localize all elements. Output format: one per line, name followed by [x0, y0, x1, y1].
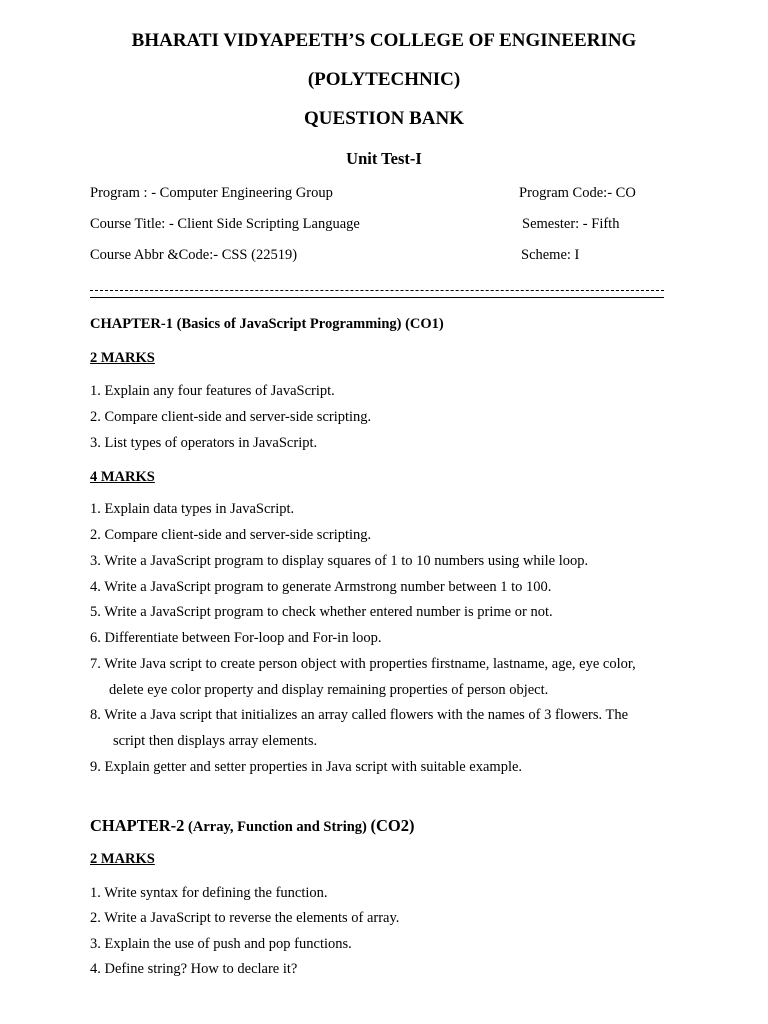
question-item-continuation: script then displays array elements.: [113, 733, 318, 749]
course-title-label: Course Title: - Client Side Scripting Language: [90, 216, 360, 232]
question-item: 6. Differentiate between For-loop and For-in loop.: [90, 630, 382, 646]
program-code-label: Program Code:- CO: [519, 185, 636, 201]
question-item: 4. Write a JavaScript program to generate Armstrong number between 1 to 100.: [90, 579, 552, 595]
question-item: 4. Define string? How to declare it?: [90, 961, 298, 977]
question-item: 3. Explain the use of push and pop functions.: [90, 936, 352, 952]
dashed-divider: [90, 290, 664, 291]
semester-label: Semester: - Fifth: [522, 216, 620, 232]
chapter-2-heading: [90, 816, 415, 836]
question-item: 1. Explain data types in JavaScript.: [90, 501, 295, 517]
chapter-1-four-marks-heading: 4 MARKS: [90, 469, 155, 485]
question-item-continuation: delete eye color property and display remaining properties of person object.: [109, 682, 549, 698]
question-item: 2. Write a JavaScript to reverse the elements of array.: [90, 910, 400, 926]
college-name: BHARATI VIDYAPEETH’S COLLEGE OF ENGINEERING: [131, 30, 637, 51]
question-item: 3. Write a JavaScript program to display squares of 1 to 10 numbers using while loop.: [90, 553, 589, 569]
course-abbr-label: Course Abbr &Code:- CSS (22519): [90, 247, 298, 263]
chapter-1-prefix: CHAPTER-1: [90, 316, 173, 332]
chapter-1-title: (Basics of JavaScript Programming) (CO1): [172, 316, 444, 332]
question-item: 1. Explain any four features of JavaScript.: [90, 383, 335, 399]
solid-divider: [90, 297, 664, 298]
chapter-1-heading: [90, 316, 444, 333]
question-item: 7. Write Java script to create person object with properties firstname, lastname, age, eye color,: [90, 656, 636, 672]
question-item: 8. Write a Java script that initializes an array called flowers with the names of 3 flowers. The: [90, 707, 629, 723]
question-item: 9. Explain getter and setter properties in Java script with suitable example.: [90, 759, 523, 775]
chapter-2-two-marks-heading: 2 MARKS: [90, 851, 155, 867]
question-item: 1. Write syntax for defining the function.: [90, 885, 328, 901]
question-item: 2. Compare client-side and server-side scripting.: [90, 527, 372, 543]
test-name: Unit Test-I: [346, 149, 422, 168]
chapter-2-title: (Array, Function and String): [184, 819, 371, 835]
document-title: QUESTION BANK: [304, 108, 464, 129]
chapter-2-prefix: CHAPTER-2: [90, 816, 185, 835]
chapter-2-co: (CO2): [370, 816, 415, 835]
program-label: Program : - Computer Engineering Group: [90, 185, 333, 201]
question-item: 5. Write a JavaScript program to check whether entered number is prime or not.: [90, 604, 553, 620]
institute-type: (POLYTECHNIC): [307, 69, 461, 90]
scheme-label: Scheme: I: [521, 247, 580, 263]
question-item: 2. Compare client-side and server-side scripting.: [90, 409, 372, 425]
question-item: 3. List types of operators in JavaScript.: [90, 435, 318, 451]
chapter-1-two-marks-heading: 2 MARKS: [90, 350, 155, 366]
